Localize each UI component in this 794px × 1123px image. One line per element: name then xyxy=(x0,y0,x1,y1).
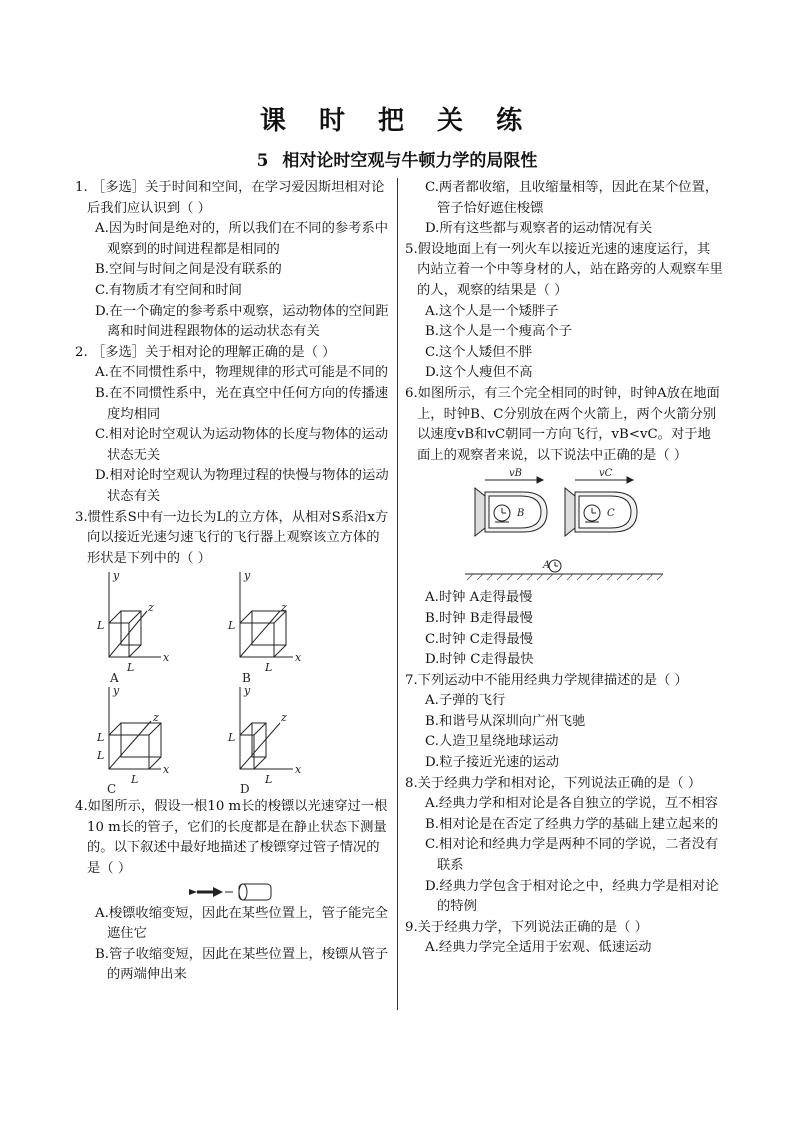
question-3-figure xyxy=(75,569,391,797)
clock-a-icon xyxy=(549,560,561,572)
option-c-shape xyxy=(109,687,161,769)
question-2-option-c: C.相对论时空观认为运动物体的长度与物体的运动状态无关 xyxy=(95,427,389,463)
axis-x-label-a: x xyxy=(163,651,170,665)
edge-label-d-y: L xyxy=(228,731,236,745)
rocket-b-icon xyxy=(475,488,547,536)
question-1-option-a: A.因为时间是绝对的，所以我们在不同的参考系中观察到的时间进程都是相同的 xyxy=(95,221,389,257)
velocity-c-label: vC xyxy=(599,468,613,480)
question-4 xyxy=(75,797,391,986)
axis-z-label-a: z xyxy=(148,601,154,615)
axis-y-label-c: y xyxy=(113,684,120,698)
question-4-stem: 4.如图所示，假设一根10 m长的梭镖以光速穿过一根10 m长的管子，它们的长度都是在静止状态下测量的。以下叙述中最好地描述了梭镖穿过管子情况的是（ ） xyxy=(75,799,388,877)
column-divider xyxy=(397,178,398,1010)
question-8-option-c: C.相对论和经典力学是两种不同的学说，二者没有联系 xyxy=(425,837,719,874)
lesson-title: 相对论时空观与牛顿力学的局限性 xyxy=(282,151,538,171)
question-3 xyxy=(75,508,391,798)
edge-label-c-y: L xyxy=(97,731,105,745)
axis-x-label-b: x xyxy=(295,651,302,665)
question-2-stem: 2. ［多选］关于相对论的理解正确的是（ ） xyxy=(75,344,336,360)
question-9-option-a: A.经典力学完全适用于宏观、低速运动 xyxy=(425,940,652,956)
clock-b-label: B xyxy=(517,508,525,520)
question-5-option-a: A.这个人是一个矮胖子 xyxy=(425,303,559,319)
left-column xyxy=(75,178,391,986)
lesson-number: 5 xyxy=(256,151,269,171)
question-7-option-c: C.人造卫星绕地球运动 xyxy=(425,734,559,750)
cube-options-diagram xyxy=(75,569,391,797)
edge-label-c-x: L xyxy=(131,773,139,787)
question-6-stem: 6.如图所示，有三个完全相同的时钟，时钟A放在地面上，时钟B、C分别放在两个火箭上，两个火箭分别以速度vB和vC朝同一方向飞行，vB<vC。对于地面上的观察者来说，以下说法中正确的是（ ） xyxy=(405,385,720,463)
right-column xyxy=(405,178,723,959)
javelin-tube-diagram xyxy=(75,880,391,904)
javelin-icon xyxy=(189,887,233,897)
question-6-figure xyxy=(405,466,723,588)
question-3-stem: 3.惯性系S中有一边长为L的立方体，从相对S系沿x方向以接近光速匀速飞行的飞行器上观察该立方体的形状是下列中的（ ） xyxy=(75,509,389,566)
question-4-option-b: B.管子收缩变短，因此在某些位置上，梭镖从管子的两端伸出来 xyxy=(95,946,389,983)
question-9-stem: 9.关于经典力学，下列说法正确的是（ ） xyxy=(405,919,648,935)
question-5-stem: 5.假设地面上有一列火车以接近光速的速度运行，其内站立着一个中等身材的人，站在路旁的人观察车里的人，观察的结果是（ ） xyxy=(405,241,723,298)
question-4-option-d: D.所有这些都与观察者的运动情况有关 xyxy=(425,221,653,237)
rockets-clock-diagram xyxy=(405,466,723,588)
edge-label-b-x: L xyxy=(265,661,273,675)
question-2 xyxy=(75,343,391,508)
axis-z-label-b: z xyxy=(281,601,287,615)
axis-y-label-b: y xyxy=(244,569,251,583)
axis-x-label-d: x xyxy=(295,763,302,777)
option-a-shape xyxy=(109,572,161,657)
question-9 xyxy=(405,918,723,959)
question-1-option-c: C.有物质才有空间和时间 xyxy=(95,282,242,298)
question-1 xyxy=(75,178,391,343)
question-4-option-a: A.梭镖收缩变短，因此在某些位置上，管子能完全遮住它 xyxy=(95,905,389,942)
option-d-shape xyxy=(240,687,293,769)
edge-label-a-y: L xyxy=(97,619,105,633)
question-8-option-d: D.经典力学包含于相对论之中，经典力学是相对论的特例 xyxy=(425,878,719,915)
question-8 xyxy=(405,774,723,918)
axis-z-label-c: z xyxy=(153,711,159,725)
clock-a-label: A xyxy=(543,560,551,572)
question-5-option-d: D.这个人瘦但不高 xyxy=(425,365,533,381)
question-8-option-a: A.经典力学和相对论是各自独立的学说，互不相容 xyxy=(425,796,719,812)
edge-label-d-x: L xyxy=(265,773,273,787)
question-7-option-d: D.粒子接近光速的运动 xyxy=(425,755,560,771)
tube-icon xyxy=(239,884,271,900)
fig-label-a: A xyxy=(110,671,119,686)
question-1-option-d: D.在一个确定的参考系中观察，运动物体的空间距离和时间进程跟物体的运动状态有关 xyxy=(95,303,389,340)
question-8-option-b: B.相对论是在否定了经典力学的基础上建立起来的 xyxy=(425,816,719,832)
question-6-option-a: A.时钟 A走得最慢 xyxy=(425,590,533,606)
question-8-stem: 8.关于经典力学和相对论，下列说法正确的是（ ） xyxy=(405,775,702,791)
option-b-shape xyxy=(240,572,293,657)
page-title: 课 时 把 关 练 xyxy=(259,106,535,136)
question-6 xyxy=(405,384,723,671)
question-6-option-d: D.时钟 C走得最快 xyxy=(425,652,534,668)
edge-label-c-y2: L xyxy=(97,749,105,763)
question-1-option-b: B.空间与时间之间是没有联系的 xyxy=(95,262,282,278)
ground-hatching xyxy=(467,574,663,580)
question-7-option-a: A.子弹的飞行 xyxy=(425,693,506,709)
axis-y-label-d: y xyxy=(244,684,251,698)
axis-x-label-c: x xyxy=(163,763,170,777)
axis-z-label-d: z xyxy=(281,711,287,725)
edge-label-b-y: L xyxy=(228,619,236,633)
question-2-option-a: A.在不同惯性系中，物理规律的形式可能是不同的 xyxy=(95,365,389,381)
question-5-option-b: B.这个人是一个瘦高个子 xyxy=(425,324,572,340)
velocity-b-label: vB xyxy=(509,468,522,480)
question-1-stem: 1. ［多选］关于时间和空间，在学习爱因斯坦相对论后我们应认识到（ ） xyxy=(75,180,385,216)
question-5 xyxy=(405,240,723,384)
question-7-option-b: B.和谐号从深圳向广州飞驰 xyxy=(425,713,586,729)
question-7 xyxy=(405,671,723,774)
rocket-c-icon xyxy=(565,488,637,536)
lesson-subtitle xyxy=(0,146,794,171)
edge-label-a-x: L xyxy=(127,661,135,675)
fig-label-d: D xyxy=(240,782,250,797)
clock-c-label: C xyxy=(607,508,615,520)
question-4-option-c: C.两者都收缩，且收缩量相等，因此在某个位置，管子恰好遮住梭镖 xyxy=(425,180,719,216)
question-4-figure xyxy=(75,880,391,904)
fig-label-c: C xyxy=(107,782,117,797)
question-2-option-d: D.相对论时空观认为物理过程的快慢与物体的运动状态有关 xyxy=(95,468,389,504)
question-2-option-b: B.在不同惯性系中，光在真空中任何方向的传播速度均相同 xyxy=(95,385,389,422)
question-7-stem: 7.下列运动中不能用经典力学规律描述的是（ ） xyxy=(405,672,688,688)
fig-label-b: B xyxy=(242,671,251,686)
question-5-option-c: C.这个人矮但不胖 xyxy=(425,344,533,360)
question-6-option-b: B.时钟 B走得最慢 xyxy=(425,610,533,626)
axis-y-label-a: y xyxy=(113,569,120,583)
question-6-option-c: C.时钟 C走得最慢 xyxy=(425,631,534,647)
